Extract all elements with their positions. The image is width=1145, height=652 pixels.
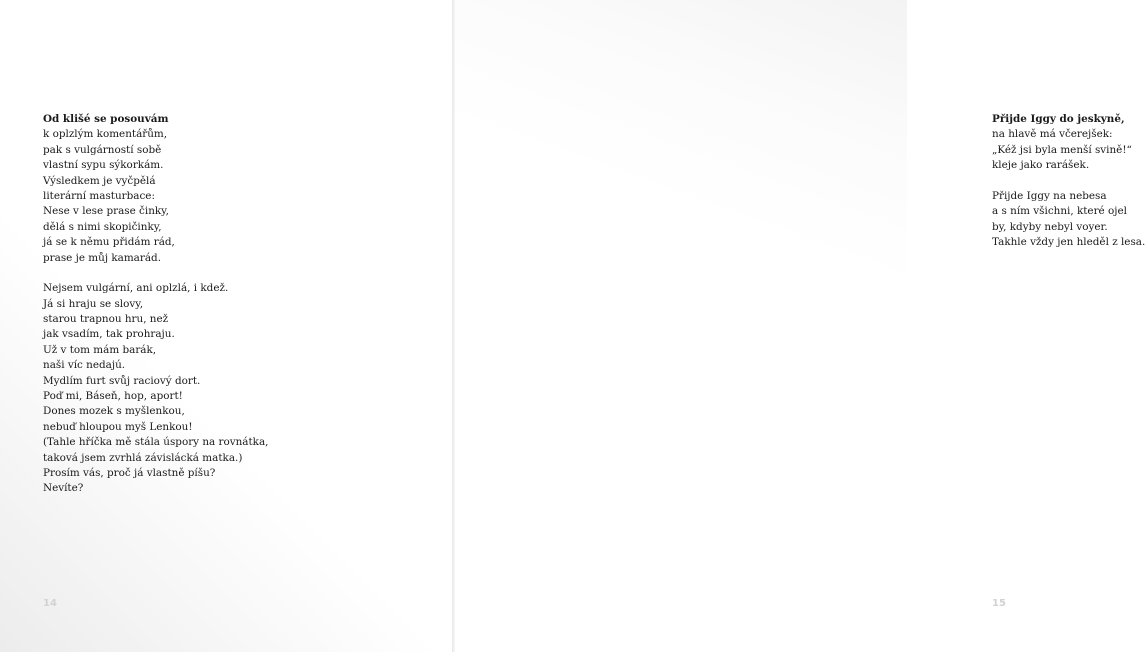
stanza (992, 189, 1145, 251)
page-number: 14 (43, 598, 57, 609)
poem-line: Nejsem vulgární, ani oplzlá, i kdež. (43, 282, 229, 295)
poem-line: vlastní sypu sýkorkám. (43, 159, 164, 172)
poem-line: „Kéž jsi byla menší svině!“ (992, 143, 1132, 156)
poem-line: Výsledkem je vyčpělá (43, 174, 156, 187)
poem-line: literární masturbace: (43, 189, 155, 202)
left-poem (43, 112, 268, 497)
poem-line: Přijde Iggy na nebesa (992, 189, 1107, 202)
poem-line: Už v tom mám barák, (43, 343, 157, 356)
poem-line: jak vsadím, tak prohraju. (43, 328, 175, 341)
poem-line: taková jsem zvrhlá závislácká matka.) (43, 451, 243, 464)
poem-line: (Tahle hříčka mě stála úspory na rovnátka, (43, 436, 269, 449)
poem-line: pak s vulgárností sobě (43, 143, 162, 156)
left-page (0, 0, 453, 652)
stanza-break (43, 266, 268, 281)
poem-line: dělá s nimi skopičinky, (43, 220, 162, 233)
book-gutter (452, 0, 455, 652)
poem-line: Dones mozek s myšlenkou, (43, 405, 185, 418)
poem-title: Od klišé se posouvám (43, 113, 169, 125)
poem-line: Takhle vždy jen hleděl z lesa. (992, 236, 1145, 249)
poem-line: nebuď hloupou myš Lenkou! (43, 420, 193, 433)
poem-line: Nese v lese prase činky, (43, 205, 169, 218)
right-poem (992, 112, 1145, 251)
poem-line: Já si hraju se slovy, (43, 297, 144, 310)
poem-line: Prosím vás, proč já vlastně píšu? (43, 466, 216, 479)
poem-line: já se k němu přidám rád, (43, 236, 175, 249)
page-number: 15 (992, 598, 1006, 609)
poem-line: starou trapnou hru, než (43, 313, 169, 326)
poem-line: kleje jako rarášek. (992, 159, 1090, 172)
poem-line: prase je můj kamarád. (43, 251, 161, 264)
poem-line: by, kdyby nebyl voyer. (992, 220, 1108, 233)
poem-line: Mydlím furt svůj raciový dort. (43, 374, 201, 387)
poem-line: k oplzlým komentářům, (43, 128, 168, 141)
stanza (992, 112, 1145, 174)
right-page (453, 0, 1145, 652)
poem-line: Poď mi, Báseň, hop, aport! (43, 390, 183, 403)
poem-line: Nevíte? (43, 482, 84, 495)
poem-title: Přijde Iggy do jeskyně, (992, 113, 1125, 125)
poem-line: a s ním všichni, které ojel (992, 205, 1127, 218)
stanza-break (992, 174, 1145, 189)
stanza (43, 281, 268, 496)
poem-line: na hlavě má včerejšek: (992, 128, 1113, 141)
poem-line: naši víc nedajú. (43, 359, 126, 372)
stanza (43, 112, 268, 266)
